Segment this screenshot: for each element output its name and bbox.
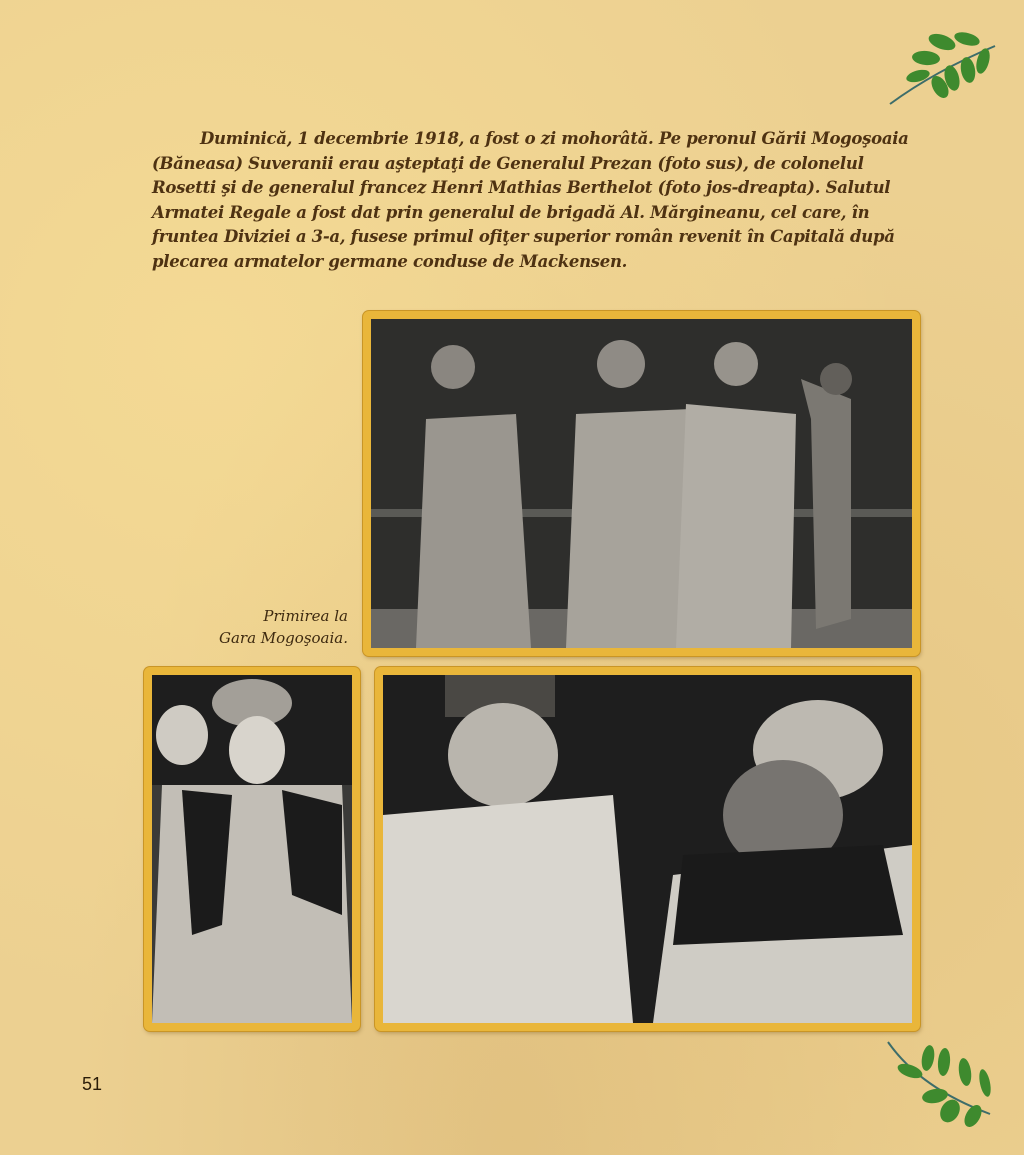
body-paragraph: Duminică, 1 decembrie 1918, a fost o zi mohorâtă. Pe peronul Gării Mogoşoaia (Băneasa) Suveranii erau aşteptaţi de Generalul Prezan (foto sus), de colonelul Rosetti şi de generalul francez Henri Mathias Berthelot (foto jos-dreapta). Salutul Armatei Regale a fost dat prin generalul de brigadă Al. Mărgineanu, cel care, în fruntea Diviziei a 3-a, fusese primul ofiţer superior român revenit în Capitală după plecarea armatelor germane conduse de Mackensen. <box>152 129 909 271</box>
photo-frame-bottom-right <box>375 667 920 1031</box>
photo-frame-bottom-left <box>144 667 360 1031</box>
page-number: 51 <box>82 1074 103 1094</box>
caption-line-2: Gara Mogoşoaia. <box>218 629 348 647</box>
photo-officers-saluting <box>371 319 912 648</box>
leaf-branch-icon <box>880 1038 1000 1128</box>
photo-queen-fur-hat <box>152 675 352 1023</box>
photo-frame-top <box>363 311 920 656</box>
caption-line-1: Primirea la <box>263 607 348 625</box>
photo-general-berthelot <box>383 675 912 1023</box>
leaf-branch-icon <box>885 26 1000 111</box>
photo-caption <box>150 605 348 649</box>
